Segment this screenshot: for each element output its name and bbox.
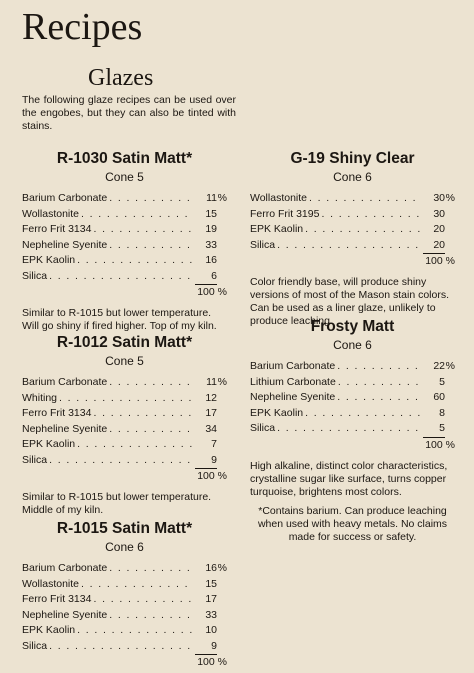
recipe-note: Color friendly base, will produce shiny versions of most of the Mason stain colors. Can be used as a liner glaze, unlikely to produce leaching. <box>250 276 450 327</box>
ingredient-name: Nepheline Syenite <box>22 422 108 435</box>
total-row <box>250 438 455 452</box>
recipe-note: Similar to R-1015 but lower temperature. Will go shiny if fired higher. Top of my kiln. <box>22 307 217 332</box>
ingredient-name: Silica <box>22 639 48 652</box>
intro-paragraph: The following glaze recipes can be used over the engobes, but they can also be tinted with stains. <box>22 94 236 132</box>
ingredient-row <box>22 422 227 438</box>
recipe-cone: Cone 5 <box>105 354 144 368</box>
dot-leader <box>109 191 193 207</box>
dot-leader <box>81 207 193 223</box>
section-heading: Glazes <box>88 65 154 91</box>
recipe-total: 100 % <box>197 286 227 298</box>
dot-leader <box>49 453 193 469</box>
ingredient-amount: 10 <box>205 624 217 636</box>
ingredient-name: Barium Carbonate <box>22 376 108 388</box>
dot-leader <box>109 375 193 391</box>
recipe-cone: Cone 6 <box>333 170 372 184</box>
ingredient-name: Barium Carbonate <box>22 562 108 574</box>
ingredient-row <box>22 608 227 624</box>
ingredient-amount: 33 <box>205 608 217 621</box>
percent-sign: % <box>217 562 227 574</box>
ingredient-row <box>22 437 227 453</box>
ingredient-amount: 5 <box>439 375 445 388</box>
dot-leader <box>49 639 193 655</box>
dot-leader <box>109 561 193 577</box>
dot-leader <box>309 191 421 207</box>
recipe-card <box>22 150 227 333</box>
ingredient-amount: 16 <box>205 254 217 266</box>
dot-leader <box>77 623 193 639</box>
ingredient-row <box>22 561 227 577</box>
ingredient-row <box>22 253 227 269</box>
dot-leader <box>321 207 421 223</box>
ingredient-amount: 8 <box>439 406 445 419</box>
ingredient-amount: 30 <box>433 207 445 220</box>
ingredient-amount: 17 <box>205 593 217 605</box>
ingredient-row <box>22 639 227 656</box>
ingredient-row <box>250 222 455 238</box>
ingredient-row <box>250 191 455 207</box>
ingredient-amount: 60 <box>433 391 445 403</box>
ingredient-name: EPK Kaolin <box>22 254 76 266</box>
percent-sign: % <box>217 192 227 204</box>
recipe-card <box>250 318 455 499</box>
total-row <box>250 254 455 268</box>
ingredient-row <box>250 375 455 391</box>
ingredient-amount: 22 <box>433 360 445 372</box>
total-row <box>22 655 227 669</box>
ingredient-name: Ferro Frit 3195 <box>250 207 320 220</box>
ingredient-name: Ferro Frit 3134 <box>22 593 92 605</box>
ingredient-amount: 15 <box>205 207 217 220</box>
ingredient-name: Silica <box>250 238 276 251</box>
dot-leader <box>305 222 421 238</box>
dot-leader <box>277 421 421 437</box>
recipe-total: 100 % <box>425 255 455 267</box>
ingredient-amount: 9 <box>195 639 217 656</box>
percent-sign: % <box>445 192 455 204</box>
dot-leader <box>81 577 193 593</box>
recipe-cone: Cone 6 <box>105 540 144 554</box>
dot-leader <box>77 437 193 453</box>
recipe-title: R-1015 Satin Matt* <box>56 520 193 537</box>
footnote: *Contains barium. Can produce leaching when used with heavy metals. No claims made for success or safety. <box>257 505 448 543</box>
recipe-title: G-19 Shiny Clear <box>290 150 415 167</box>
ingredient-row <box>22 453 227 470</box>
dot-leader <box>109 608 193 624</box>
ingredient-amount: 17 <box>205 407 217 419</box>
ingredient-name: Whiting <box>22 391 58 404</box>
ingredient-row <box>22 406 227 422</box>
ingredient-amount: 30 <box>433 192 445 204</box>
ingredient-name: Wollastonite <box>22 577 80 590</box>
ingredient-name: EPK Kaolin <box>22 438 76 450</box>
dot-leader <box>93 222 193 238</box>
ingredient-amount: 34 <box>205 422 217 435</box>
dot-leader <box>338 375 421 391</box>
dot-leader <box>59 391 193 407</box>
ingredient-amount: 7 <box>211 438 217 450</box>
ingredient-amount: 5 <box>423 421 445 438</box>
ingredient-row <box>22 375 227 391</box>
total-row <box>22 469 227 483</box>
total-row <box>22 285 227 299</box>
recipe-total: 100 % <box>425 438 455 451</box>
dot-leader <box>77 253 193 269</box>
ingredient-name: Wollastonite <box>22 207 80 220</box>
ingredient-amount: 11 <box>206 376 217 388</box>
recipe-card <box>250 150 455 328</box>
recipe-title: R-1012 Satin Matt* <box>56 334 193 351</box>
recipe-title: R-1030 Satin Matt* <box>56 150 193 167</box>
ingredient-row <box>22 191 227 207</box>
ingredient-name: Barium Carbonate <box>250 360 336 372</box>
ingredient-row <box>22 623 227 639</box>
recipe-note: High alkaline, distinct color characteristics, crystalline sugar like surface, turns copper turquoise, brightens most colors. <box>250 459 448 498</box>
dot-leader <box>337 390 421 406</box>
ingredient-amount: 33 <box>205 238 217 251</box>
ingredient-name: EPK Kaolin <box>250 406 304 419</box>
ingredient-name: Ferro Frit 3134 <box>22 223 92 235</box>
dot-leader <box>305 406 421 422</box>
recipe-card <box>22 334 227 517</box>
ingredient-row <box>250 359 455 375</box>
recipe-card <box>22 520 227 669</box>
ingredient-name: Nepheline Syenite <box>22 608 108 621</box>
ingredient-amount: 15 <box>205 577 217 590</box>
ingredient-name: Wollastonite <box>250 192 308 204</box>
ingredient-row <box>250 207 455 223</box>
ingredient-amount: 12 <box>205 391 217 404</box>
ingredient-name: Silica <box>250 422 276 434</box>
page-title: Recipes <box>22 6 143 48</box>
ingredient-amount: 19 <box>205 223 217 235</box>
ingredient-name: Barium Carbonate <box>22 192 108 204</box>
recipe-title: Frosty Matt <box>310 318 395 335</box>
ingredient-name: Ferro Frit 3134 <box>22 407 92 419</box>
ingredient-amount: 9 <box>195 453 217 470</box>
recipe-total: 100 % <box>197 656 227 668</box>
ingredient-row <box>22 238 227 254</box>
ingredient-name: Lithium Carbonate <box>250 375 336 388</box>
recipe-cone: Cone 6 <box>333 338 372 352</box>
dot-leader <box>49 269 193 285</box>
ingredient-name: Nepheline Syenite <box>22 238 108 251</box>
ingredient-amount: 6 <box>195 269 217 286</box>
ingredient-row <box>22 391 227 407</box>
ingredient-row <box>22 577 227 593</box>
percent-sign: % <box>445 360 455 372</box>
dot-leader <box>93 592 193 608</box>
ingredient-name: Silica <box>22 269 48 282</box>
dot-leader <box>93 406 193 422</box>
recipe-cone: Cone 5 <box>105 170 144 184</box>
ingredient-name: EPK Kaolin <box>22 624 76 636</box>
recipe-total: 100 % <box>197 470 227 482</box>
ingredient-name: Silica <box>22 453 48 466</box>
ingredient-amount: 16 <box>205 562 217 574</box>
ingredient-amount: 11 <box>206 192 217 204</box>
ingredient-row <box>250 421 455 438</box>
recipe-note: Similar to R-1015 but lower temperature. Middle of my kiln. <box>22 491 212 516</box>
ingredient-name: Nepheline Syenite <box>250 391 336 403</box>
ingredient-amount: 20 <box>433 223 445 235</box>
dot-leader <box>109 422 193 438</box>
dot-leader <box>277 238 421 254</box>
ingredient-row <box>22 592 227 608</box>
ingredient-row <box>22 222 227 238</box>
ingredient-row <box>22 269 227 286</box>
ingredient-row <box>22 207 227 223</box>
dot-leader <box>337 359 421 375</box>
percent-sign: % <box>217 376 227 388</box>
ingredient-amount: 20 <box>423 238 445 255</box>
dot-leader <box>109 238 193 254</box>
ingredient-name: EPK Kaolin <box>250 223 304 235</box>
ingredient-row <box>250 390 455 406</box>
ingredient-row <box>250 238 455 255</box>
ingredient-row <box>250 406 455 422</box>
